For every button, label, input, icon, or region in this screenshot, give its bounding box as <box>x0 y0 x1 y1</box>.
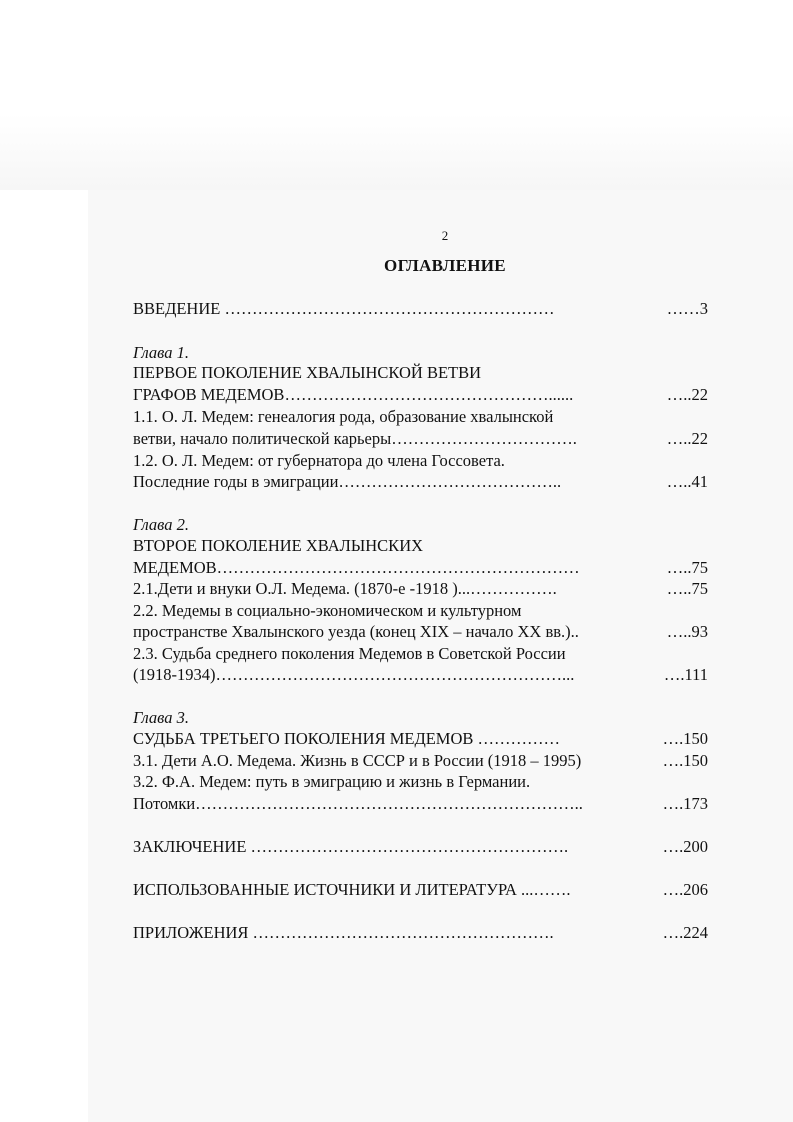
toc-entry-text: СУДЬБА ТРЕТЬЕГО ПОКОЛЕНИЯ МЕДЕМОВ …………… <box>133 729 561 748</box>
toc-entry-text: Последние годы в эмиграции………………………………….. <box>133 472 562 491</box>
toc-entry-text: ВТОРОЕ ПОКОЛЕНИЕ ХВАЛЫНСКИХ <box>133 536 424 555</box>
toc-entry-text: ГРАФОВ МЕДЕМОВ…………………………………………...... <box>133 385 574 404</box>
toc-entry-text: 3.2. Ф.А. Медем: путь в эмиграцию и жизнь в Германии. <box>133 772 531 791</box>
toc-entry-page: ….206 <box>662 880 708 899</box>
toc-entry-page: …..22 <box>666 429 708 448</box>
toc-entry-text: 1.2. О. Л. Медем: от губернатора до члена Госсовета. <box>133 451 505 470</box>
toc-entry-page: …..41 <box>666 472 708 491</box>
toc-entry-text: ВВЕДЕНИЕ …………………………………………………… <box>133 299 555 318</box>
toc-entry-text: ПРИЛОЖЕНИЯ ………………………………………………. <box>133 923 554 942</box>
toc-entry-text: ИСПОЛЬЗОВАННЫЕ ИСТОЧНИКИ И ЛИТЕРАТУРА ...……. <box>133 880 571 899</box>
page-top-margin <box>0 0 793 190</box>
toc-entry-text: (1918-1934)………………………………………………………... <box>133 665 575 684</box>
toc-entry-text: ЗАКЛЮЧЕНИЕ …………………………………………………. <box>133 837 569 856</box>
toc-entry-text: ПЕРВОЕ ПОКОЛЕНИЕ ХВАЛЫНСКОЙ ВЕТВИ <box>133 363 482 382</box>
toc-entry-text: 1.1. О. Л. Медем: генеалогия рода, образование хвалынской <box>133 407 554 426</box>
toc-entry-page: ….224 <box>662 923 708 942</box>
chapter-label: Глава 1. <box>133 343 189 362</box>
toc-entry-text: 2.2. Медемы в социально-экономическом и культурном <box>133 601 522 620</box>
page-number: 2 <box>441 228 449 243</box>
toc-entry-text: ветви, начало политической карьеры……………………………. <box>133 429 577 448</box>
toc-entry-page: …..22 <box>666 385 708 404</box>
toc-entry-page: ….111 <box>663 665 708 684</box>
chapter-label: Глава 3. <box>133 708 189 727</box>
toc-entry-text: 2.1.Дети и внуки О.Л. Медема. (1870-е -1918 )...……………. <box>133 579 557 598</box>
toc-entry-page: ….150 <box>662 751 708 770</box>
toc-entry-text: МЕДЕМОВ………………………………………………………… <box>133 558 580 577</box>
toc-entry-page: …..93 <box>666 622 708 641</box>
toc-entry-page: ….173 <box>662 794 708 813</box>
toc-entry-text: 3.1. Дети А.О. Медема. Жизнь в СССР и в России (1918 – 1995) <box>133 751 582 770</box>
toc-entry-text: 2.3. Судьба среднего поколения Медемов в Советской России <box>133 644 566 663</box>
page-title: ОГЛАВЛЕНИЕ <box>384 256 506 275</box>
toc-entry-page: ….200 <box>662 837 708 856</box>
toc-entry-text: Потомки…………………………………………………………….. <box>133 794 583 813</box>
toc-entry-page: ….150 <box>662 729 708 748</box>
toc-entry-page: ……3 <box>666 299 708 318</box>
toc-entry-page: …..75 <box>666 579 708 598</box>
toc-entry-page: …..75 <box>666 558 708 577</box>
toc-entry-text: пространстве Хвалынского уезда (конец XIX – начало XX вв.).. <box>133 622 579 641</box>
chapter-label: Глава 2. <box>133 515 189 534</box>
